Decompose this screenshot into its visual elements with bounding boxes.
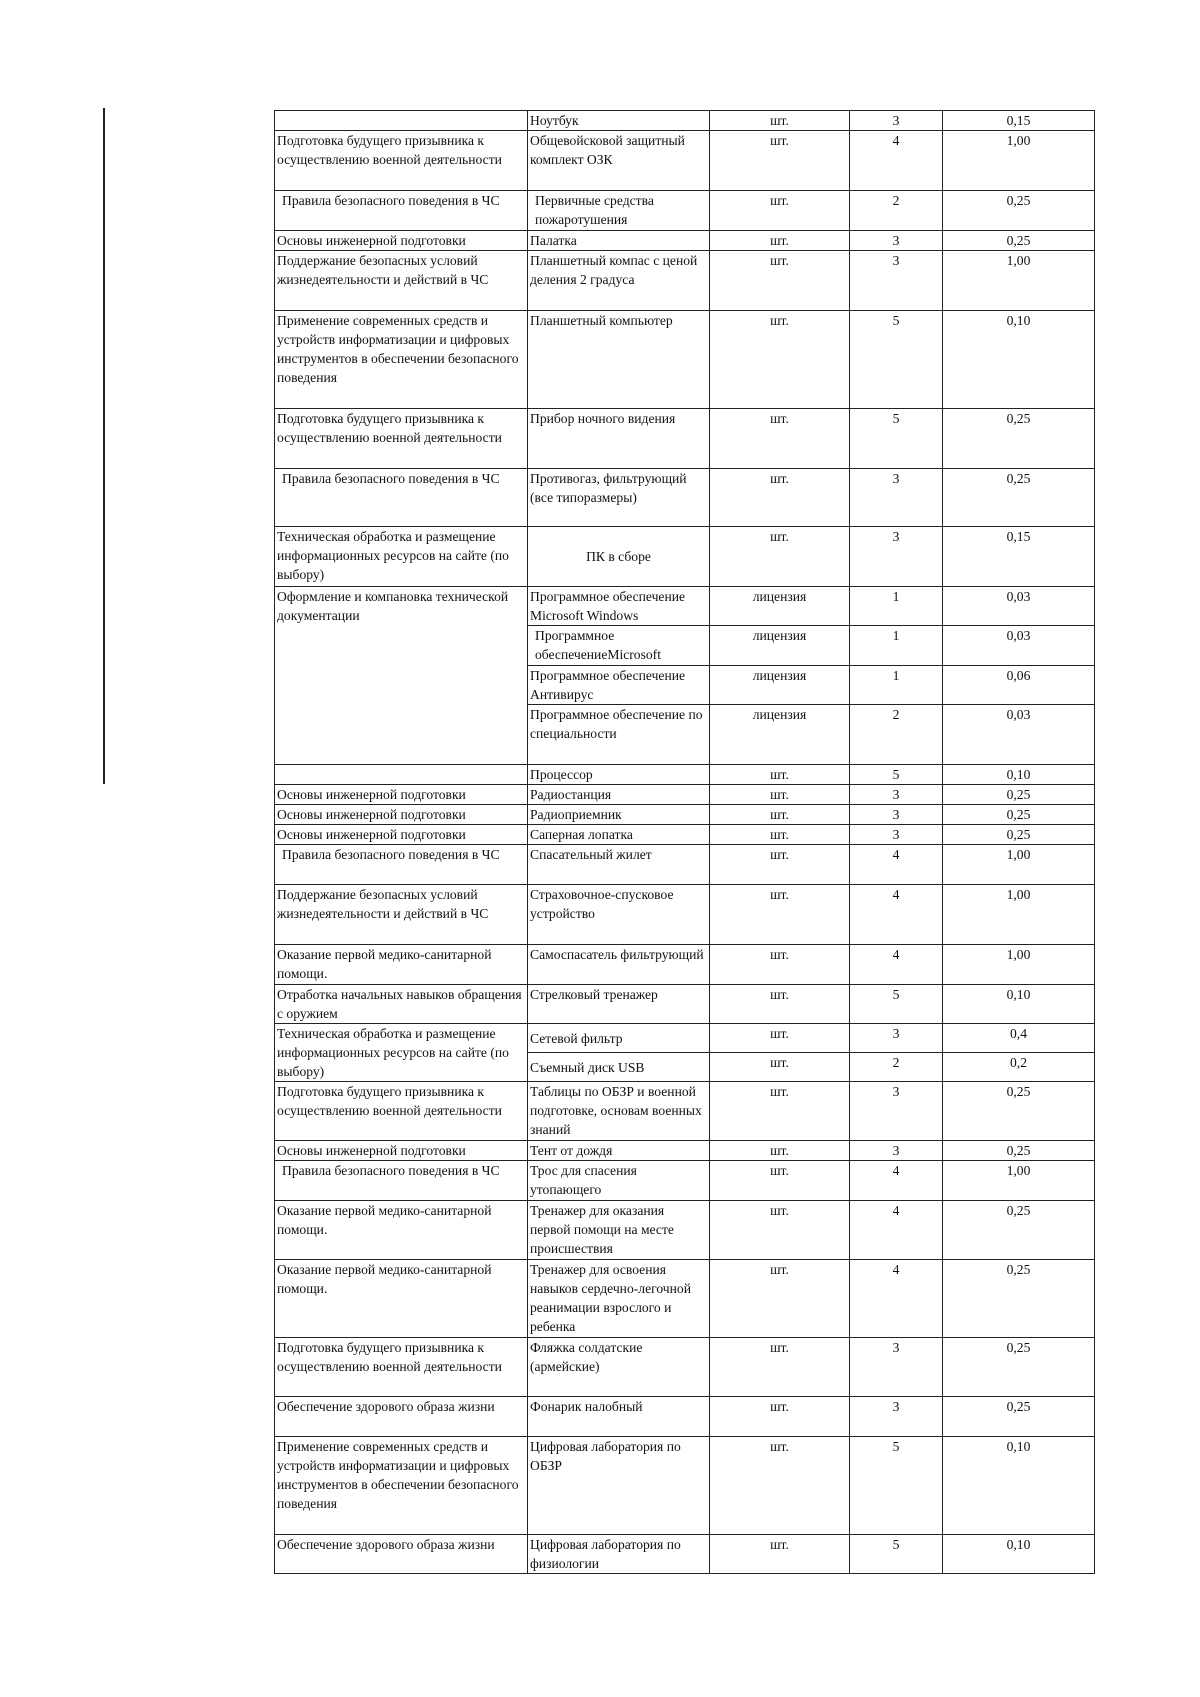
norm-cell: 0,25 <box>943 231 1095 251</box>
item-cell: Радиоприемник <box>528 805 710 825</box>
qty-cell: 1 <box>850 587 943 626</box>
section-cell <box>275 765 528 785</box>
unit-cell: шт. <box>710 1437 850 1535</box>
table-row <box>275 111 1095 131</box>
norm-cell: 0,25 <box>943 1082 1095 1141</box>
section-cell: Основы инженерной подготовки <box>275 825 528 845</box>
unit-cell: шт. <box>710 985 850 1024</box>
qty-cell: 4 <box>850 1161 943 1201</box>
qty-cell: 3 <box>850 825 943 845</box>
qty-cell: 2 <box>850 1053 943 1082</box>
section-cell: Основы инженерной подготовки <box>275 231 528 251</box>
unit-cell: лицензия <box>710 666 850 705</box>
norm-cell: 0,10 <box>943 985 1095 1024</box>
norm-cell: 0,25 <box>943 1260 1095 1338</box>
norm-cell: 0,10 <box>943 1437 1095 1535</box>
item-cell: Фонарик налобный <box>528 1397 710 1437</box>
unit-cell: шт. <box>710 469 850 527</box>
unit-cell: шт. <box>710 131 850 191</box>
margin-line <box>103 108 105 784</box>
item-cell: Сетевой фильтр <box>528 1024 710 1053</box>
table-row <box>275 587 1095 626</box>
section-cell: Поддержание безопасных условий жизнедеятельности и действий в ЧС <box>275 885 528 945</box>
section-cell: Правила безопасного поведения в ЧС <box>275 469 528 527</box>
norm-cell: 0,03 <box>943 626 1095 666</box>
section-cell: Подготовка будущего призывника к осуществлению военной деятельности <box>275 409 528 469</box>
table-row <box>275 1338 1095 1397</box>
table-row <box>275 765 1095 785</box>
norm-cell: 0,15 <box>943 527 1095 587</box>
qty-cell: 4 <box>850 845 943 885</box>
unit-cell: лицензия <box>710 587 850 626</box>
unit-cell: шт. <box>710 1397 850 1437</box>
unit-cell: шт. <box>710 527 850 587</box>
section-cell: Правила безопасного поведения в ЧС <box>275 1161 528 1201</box>
table-row <box>275 251 1095 311</box>
item-cell: Ноутбук <box>528 111 710 131</box>
item-cell: Спасательный жилет <box>528 845 710 885</box>
item-cell: Планшетный компас с ценой деления 2 градуса <box>528 251 710 311</box>
item-cell: Радиостанция <box>528 785 710 805</box>
qty-cell: 5 <box>850 765 943 785</box>
section-cell: Поддержание безопасных условий жизнедеятельности и действий в ЧС <box>275 251 528 311</box>
table-row <box>275 311 1095 409</box>
section-cell: Оказание первой медико-санитарной помощи. <box>275 945 528 985</box>
norm-cell: 0,25 <box>943 825 1095 845</box>
norm-cell: 0,25 <box>943 469 1095 527</box>
unit-cell: шт. <box>710 409 850 469</box>
qty-cell: 3 <box>850 111 943 131</box>
unit-cell: шт. <box>710 1161 850 1201</box>
norm-cell: 1,00 <box>943 845 1095 885</box>
qty-cell: 1 <box>850 666 943 705</box>
unit-cell: шт. <box>710 1024 850 1053</box>
qty-cell: 2 <box>850 191 943 231</box>
norm-cell: 0,25 <box>943 1338 1095 1397</box>
item-cell: ПК в сборе <box>528 527 710 587</box>
norm-cell: 1,00 <box>943 131 1095 191</box>
item-cell: Программное обеспечение Антивирус <box>528 666 710 705</box>
qty-cell: 5 <box>850 985 943 1024</box>
norm-cell: 0,15 <box>943 111 1095 131</box>
qty-cell: 2 <box>850 705 943 765</box>
section-cell: Оформление и компановка технической документации <box>275 587 528 765</box>
norm-cell: 0,25 <box>943 805 1095 825</box>
norm-cell: 0,10 <box>943 1535 1095 1574</box>
item-cell: Процессор <box>528 765 710 785</box>
table-row <box>275 845 1095 885</box>
table-row <box>275 231 1095 251</box>
norm-cell: 1,00 <box>943 945 1095 985</box>
table-row <box>275 409 1095 469</box>
unit-cell: шт. <box>710 1260 850 1338</box>
table-row <box>275 825 1095 845</box>
qty-cell: 3 <box>850 1397 943 1437</box>
section-cell <box>275 111 528 131</box>
item-cell: Страховочное-спусковое устройство <box>528 885 710 945</box>
table-row <box>275 1397 1095 1437</box>
item-cell: Тренажер для оказания первой помощи на месте происшествия <box>528 1201 710 1260</box>
unit-cell: шт. <box>710 111 850 131</box>
section-cell: Оказание первой медико-санитарной помощи. <box>275 1260 528 1338</box>
item-cell: Программное обеспечение Microsoft Windows <box>528 587 710 626</box>
section-cell: Техническая обработка и размещение информационных ресурсов на сайте (по выбору) <box>275 1024 528 1082</box>
qty-cell: 4 <box>850 1201 943 1260</box>
table-row <box>275 1141 1095 1161</box>
qty-cell: 3 <box>850 1338 943 1397</box>
table-row <box>275 1260 1095 1338</box>
table-row <box>275 1201 1095 1260</box>
unit-cell: шт. <box>710 251 850 311</box>
item-cell: Планшетный компьютер <box>528 311 710 409</box>
item-cell: Фляжка солдатские (армейские) <box>528 1338 710 1397</box>
norm-cell: 1,00 <box>943 1161 1095 1201</box>
qty-cell: 5 <box>850 1535 943 1574</box>
unit-cell: шт. <box>710 825 850 845</box>
qty-cell: 1 <box>850 626 943 666</box>
item-cell: Палатка <box>528 231 710 251</box>
unit-cell: шт. <box>710 231 850 251</box>
norm-cell: 1,00 <box>943 251 1095 311</box>
unit-cell: шт. <box>710 1535 850 1574</box>
item-cell: Таблицы по ОБЗР и военной подготовке, основам военных знаний <box>528 1082 710 1141</box>
section-cell: Правила безопасного поведения в ЧС <box>275 845 528 885</box>
norm-cell: 0,25 <box>943 1141 1095 1161</box>
item-cell: Трос для спасения утопающего <box>528 1161 710 1201</box>
section-cell: Основы инженерной подготовки <box>275 805 528 825</box>
qty-cell: 4 <box>850 1260 943 1338</box>
norm-cell: 0,25 <box>943 191 1095 231</box>
qty-cell: 3 <box>850 1141 943 1161</box>
norm-cell: 0,10 <box>943 765 1095 785</box>
table-row <box>275 1437 1095 1535</box>
section-cell: Основы инженерной подготовки <box>275 785 528 805</box>
qty-cell: 3 <box>850 469 943 527</box>
norm-cell: 0,25 <box>943 409 1095 469</box>
norm-cell: 0,4 <box>943 1024 1095 1053</box>
unit-cell: шт. <box>710 1141 850 1161</box>
item-cell: Саперная лопатка <box>528 825 710 845</box>
unit-cell: шт. <box>710 845 850 885</box>
norm-cell: 0,25 <box>943 785 1095 805</box>
qty-cell: 3 <box>850 805 943 825</box>
section-cell: Правила безопасного поведения в ЧС <box>275 191 528 231</box>
section-cell: Отработка начальных навыков обращения с оружием <box>275 985 528 1024</box>
section-cell: Подготовка будущего призывника к осуществлению военной деятельности <box>275 131 528 191</box>
unit-cell: шт. <box>710 1338 850 1397</box>
table-row <box>275 885 1095 945</box>
item-cell: Тренажер для освоения навыков сердечно-легочной реанимации взрослого и ребенка <box>528 1260 710 1338</box>
unit-cell: лицензия <box>710 626 850 666</box>
table-row <box>275 1535 1095 1574</box>
item-cell: Тент от дождя <box>528 1141 710 1161</box>
qty-cell: 4 <box>850 945 943 985</box>
qty-cell: 3 <box>850 1082 943 1141</box>
unit-cell: шт. <box>710 885 850 945</box>
section-cell: Подготовка будущего призывника к осуществлению военной деятельности <box>275 1338 528 1397</box>
table-row <box>275 131 1095 191</box>
norm-cell: 0,06 <box>943 666 1095 705</box>
table-row <box>275 985 1095 1024</box>
item-cell: Противогаз, фильтрующий (все типоразмеры) <box>528 469 710 527</box>
qty-cell: 3 <box>850 231 943 251</box>
item-cell: Цифровая лаборатория по физиологии <box>528 1535 710 1574</box>
table-row <box>275 805 1095 825</box>
unit-cell: шт. <box>710 945 850 985</box>
item-cell: Съемный диск USB <box>528 1053 710 1082</box>
section-cell: Оказание первой медико-санитарной помощи. <box>275 1201 528 1260</box>
unit-cell: шт. <box>710 765 850 785</box>
table-row <box>275 945 1095 985</box>
item-cell: Общевойсковой защитный комплект ОЗК <box>528 131 710 191</box>
section-cell: Техническая обработка и размещение информационных ресурсов на сайте (по выбору) <box>275 527 528 587</box>
qty-cell: 3 <box>850 527 943 587</box>
unit-cell: шт. <box>710 805 850 825</box>
section-cell: Применение современных средств и устройств информатизации и цифровых инструментов в обеспечении безопасного поведения <box>275 1437 528 1535</box>
section-cell: Применение современных средств и устройств информатизации и цифровых инструментов в обеспечении безопасного поведения <box>275 311 528 409</box>
table-row <box>275 469 1095 527</box>
item-cell: Программное обеспечениеMicrosoft <box>528 626 710 666</box>
table-row <box>275 527 1095 587</box>
unit-cell: лицензия <box>710 705 850 765</box>
table-row <box>275 1161 1095 1201</box>
item-cell: Программное обеспечение по специальности <box>528 705 710 765</box>
qty-cell: 4 <box>850 131 943 191</box>
norm-cell: 0,25 <box>943 1397 1095 1437</box>
qty-cell: 5 <box>850 311 943 409</box>
qty-cell: 5 <box>850 1437 943 1535</box>
norm-cell: 0,2 <box>943 1053 1095 1082</box>
section-cell: Обеспечение здорового образа жизни <box>275 1535 528 1574</box>
table-row <box>275 1082 1095 1141</box>
unit-cell: шт. <box>710 1082 850 1141</box>
table-row <box>275 1024 1095 1053</box>
section-cell: Основы инженерной подготовки <box>275 1141 528 1161</box>
qty-cell: 3 <box>850 251 943 311</box>
norm-cell: 0,10 <box>943 311 1095 409</box>
qty-cell: 5 <box>850 409 943 469</box>
item-cell: Цифровая лаборатория по ОБЗР <box>528 1437 710 1535</box>
item-cell: Первичные средства пожаротушения <box>528 191 710 231</box>
item-cell: Стрелковый тренажер <box>528 985 710 1024</box>
norm-cell: 0,25 <box>943 1201 1095 1260</box>
norm-cell: 1,00 <box>943 885 1095 945</box>
qty-cell: 3 <box>850 785 943 805</box>
section-cell: Обеспечение здорового образа жизни <box>275 1397 528 1437</box>
norm-cell: 0,03 <box>943 705 1095 765</box>
qty-cell: 4 <box>850 885 943 945</box>
section-cell: Подготовка будущего призывника к осуществлению военной деятельности <box>275 1082 528 1141</box>
norm-cell: 0,03 <box>943 587 1095 626</box>
equipment-table <box>274 110 1095 1574</box>
item-cell: Самоспасатель фильтрующий <box>528 945 710 985</box>
unit-cell: шт. <box>710 191 850 231</box>
table-row <box>275 785 1095 805</box>
unit-cell: шт. <box>710 1201 850 1260</box>
unit-cell: шт. <box>710 785 850 805</box>
table-row <box>275 191 1095 231</box>
unit-cell: шт. <box>710 1053 850 1082</box>
unit-cell: шт. <box>710 311 850 409</box>
item-cell: Прибор ночного видения <box>528 409 710 469</box>
qty-cell: 3 <box>850 1024 943 1053</box>
